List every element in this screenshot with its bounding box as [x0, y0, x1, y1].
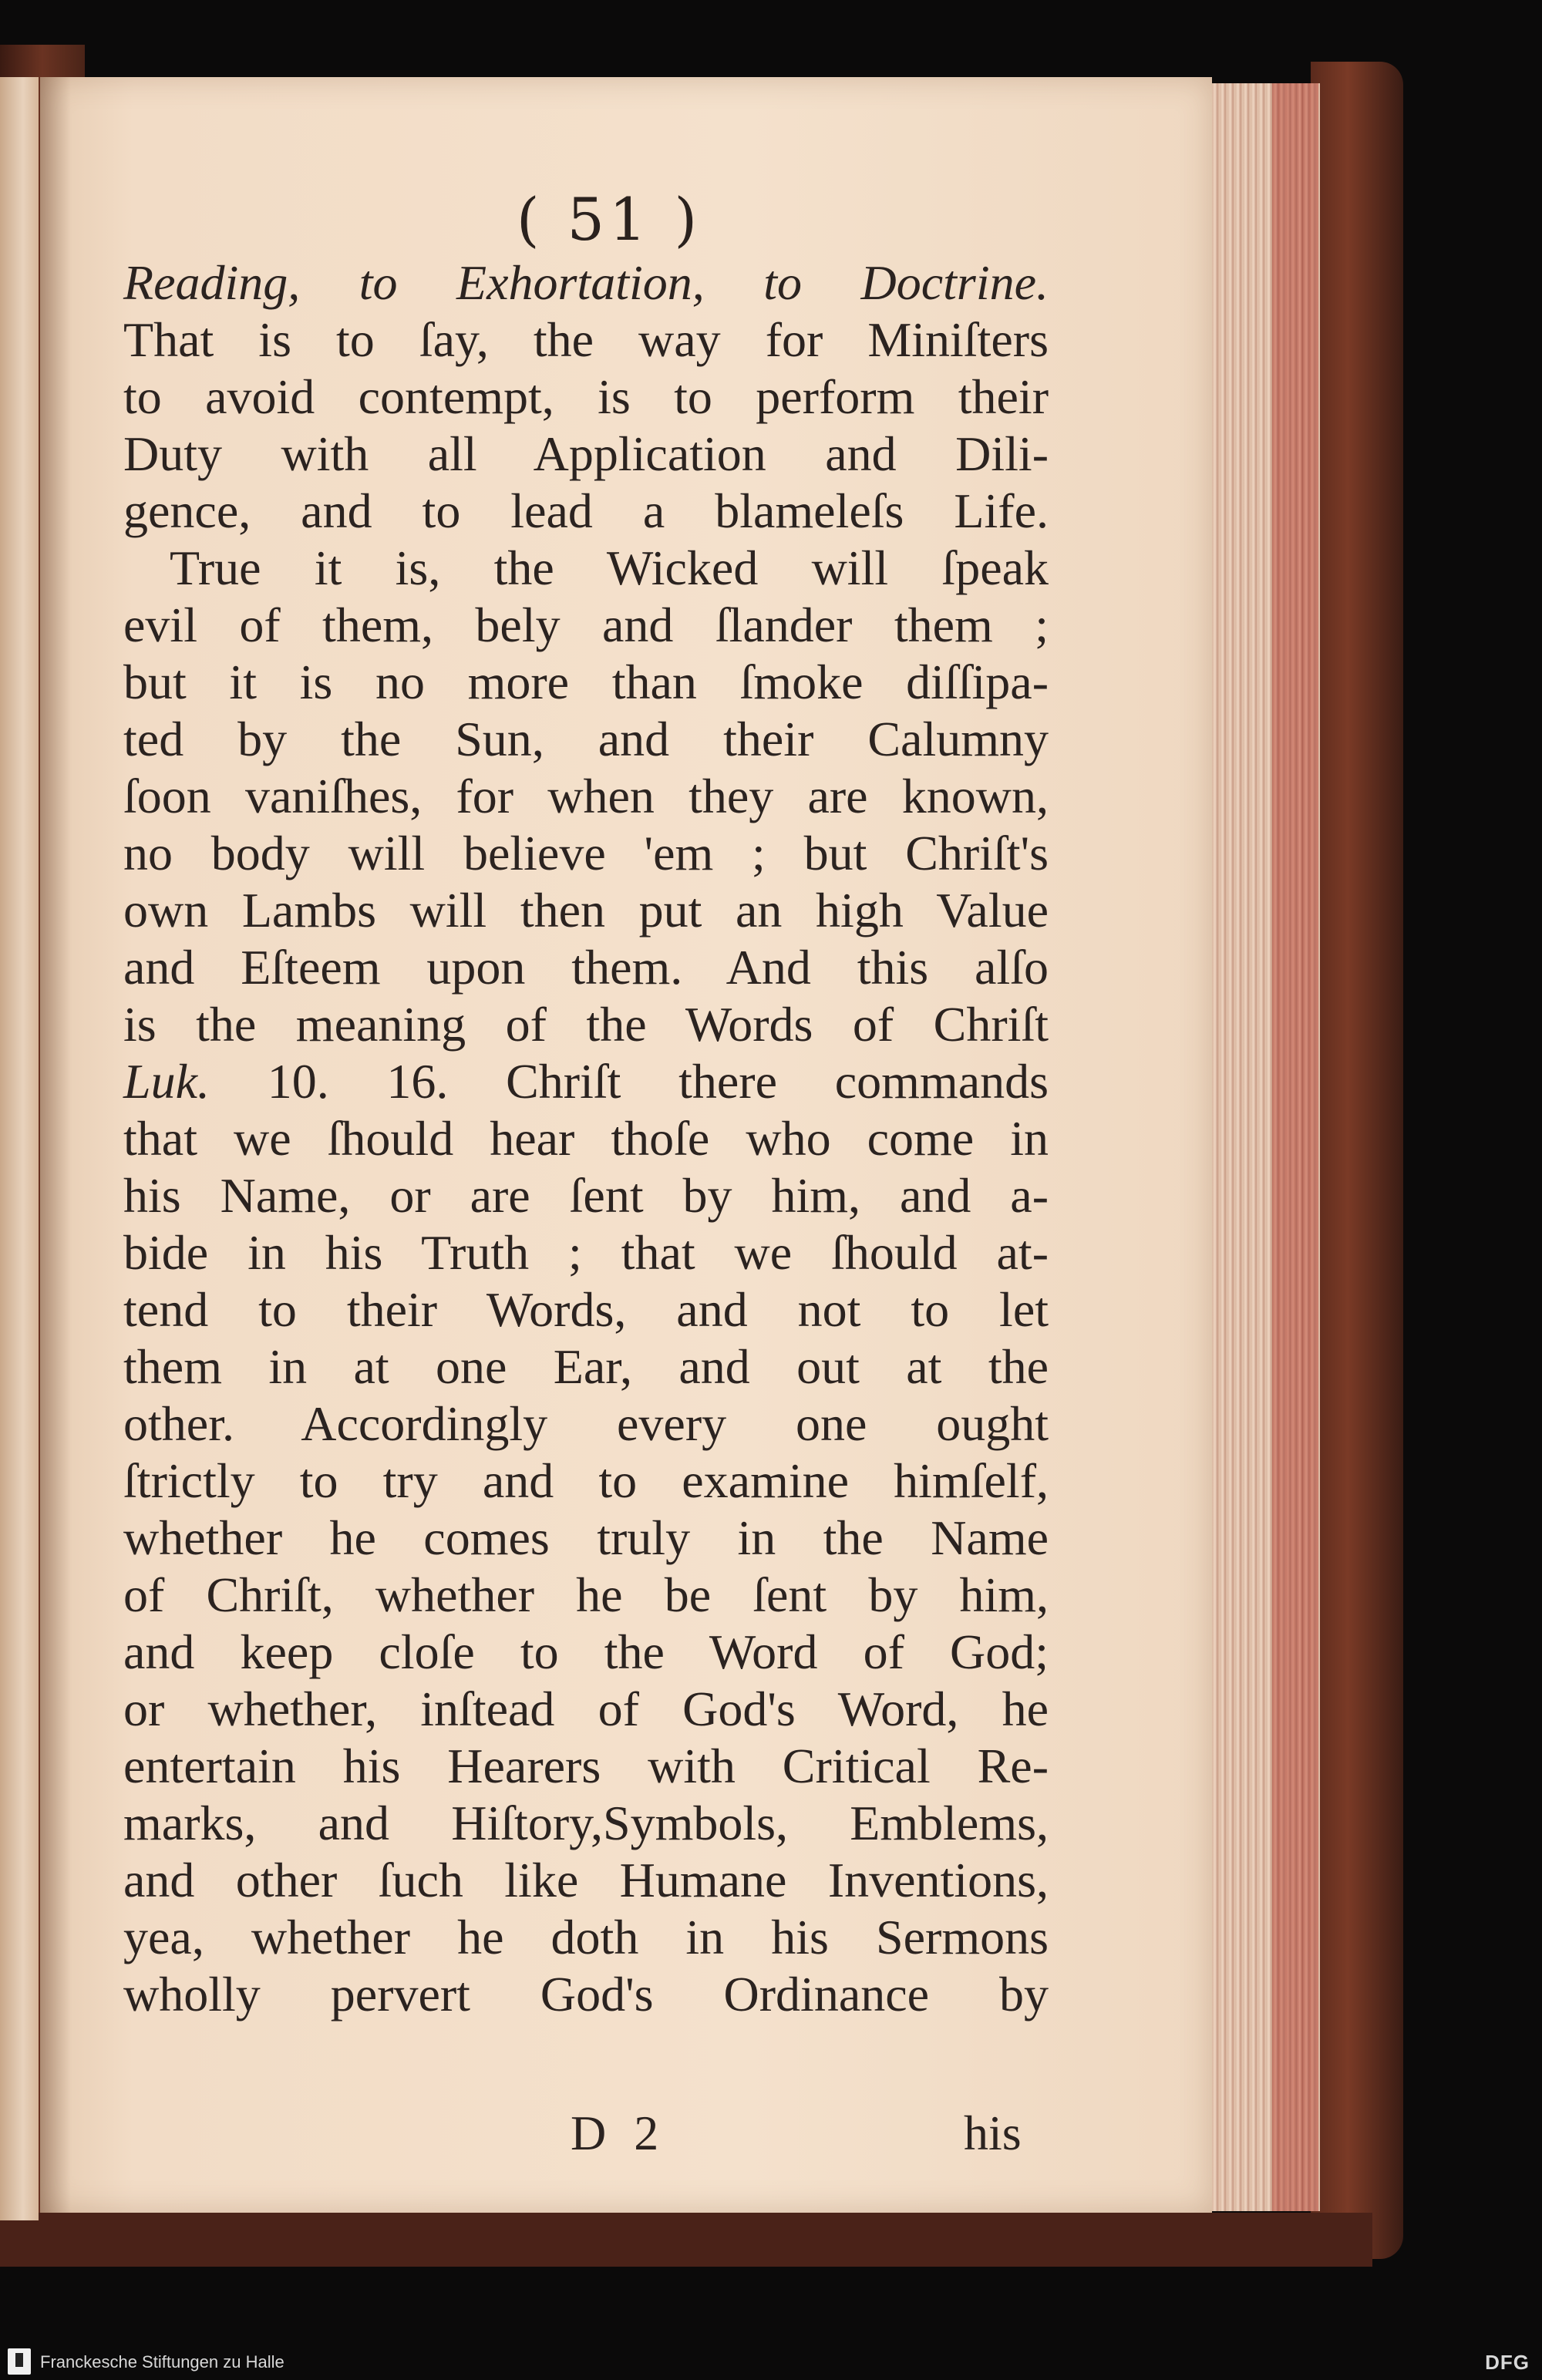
- institution-logo-icon: [8, 2348, 31, 2375]
- text-line: [123, 540, 1049, 597]
- text-line: [123, 1738, 1049, 1795]
- text-line-content: gence, and to lead a blameleſs Life.: [123, 483, 1049, 538]
- text-line-content: evil of them, bely and ſlander them ;: [123, 598, 1049, 652]
- book-cover-bottom: [0, 2213, 1372, 2267]
- text-line-content: ſtrictly to try and to examine himſelf,: [123, 1453, 1049, 1508]
- text-line: [123, 483, 1049, 540]
- facing-page-edge: [0, 77, 39, 2220]
- text-line: [123, 1966, 1049, 2023]
- text-line-content: entertain his Hearers with Critical Re-: [123, 1739, 1049, 1793]
- text-line-content: marks, and Hiſtory,Symbols, Emblems,: [123, 1796, 1049, 1850]
- text-line-content: Duty with all Application and Dili-: [123, 426, 1049, 481]
- text-line: [123, 768, 1049, 825]
- text-line-content: his Name, or are ſent by him, and a-: [123, 1168, 1049, 1223]
- text-line: [123, 369, 1049, 426]
- text-line-content: is the meaning of the Words of Chriſt: [123, 997, 1049, 1052]
- text-line: [123, 426, 1049, 483]
- text-line-content: and keep cloſe to the Word of God;: [123, 1624, 1049, 1679]
- text-line-content: or whether, inſtead of God's Word, he: [123, 1681, 1049, 1736]
- text-line-content: That is to ſay, the way for Miniſters: [123, 312, 1049, 367]
- text-line-content: wholly pervert God's Ordinance by: [123, 1967, 1049, 2021]
- text-line-content: but it is no more than ſmoke diſſipa-: [123, 655, 1049, 709]
- dfg-logo: DFG: [1485, 2351, 1530, 2374]
- catchword: his: [964, 2106, 1022, 2160]
- text-line: [123, 1110, 1049, 1167]
- signature-mark: D 2: [571, 2106, 667, 2160]
- red-page-edges: [1272, 83, 1318, 2211]
- text-line-content: yea, whether he doth in his Sermons: [123, 1910, 1049, 1964]
- text-line-content: True it is, the Wicked will ſpeak: [170, 540, 1049, 595]
- text-line-content: that we ſhould hear thoſe who come in: [123, 1111, 1049, 1166]
- text-line: [123, 1338, 1049, 1395]
- text-line: [123, 1795, 1049, 1852]
- text-line: [123, 1453, 1049, 1510]
- text-line-content: other. Accordingly every one ought: [123, 1396, 1049, 1451]
- spine-shadow: [40, 77, 71, 2213]
- text-line: [123, 1167, 1049, 1224]
- text-line: [123, 1510, 1049, 1567]
- text-line: [123, 882, 1049, 939]
- text-line: [123, 1281, 1049, 1338]
- text-line: [123, 1395, 1049, 1453]
- viewer-footer: [0, 2344, 1542, 2380]
- text-line: [123, 1624, 1049, 1681]
- text-line-content: ted by the Sun, and their Calumny: [123, 712, 1049, 766]
- text-line-content: Reading, to Exhortation, to Doctrine.: [123, 255, 1049, 310]
- page-number: ( 51 ): [516, 185, 702, 254]
- text-line: [123, 597, 1049, 654]
- institution-name: Franckesche Stiftungen zu Halle: [40, 2352, 284, 2372]
- text-line: [123, 996, 1049, 1053]
- text-line: [123, 1852, 1049, 1909]
- text-line-content: to avoid contempt, is to perform their: [123, 369, 1049, 424]
- text-line: [123, 654, 1049, 711]
- text-line-content: ſoon vaniſhes, for when they are known,: [123, 769, 1049, 823]
- book-cover-right: [1311, 62, 1403, 2259]
- text-line-content: and other ſuch like Humane Inventions,: [123, 1853, 1049, 1907]
- text-line-content: and Eſteem upon them. And this alſo: [123, 940, 1049, 995]
- text-line: [123, 939, 1049, 996]
- text-line: [123, 1053, 1049, 1110]
- page-text: [123, 254, 1049, 2023]
- text-line: [123, 1681, 1049, 1738]
- text-line: [123, 1909, 1049, 1966]
- text-line: [123, 311, 1049, 369]
- text-line-content: bide in his Truth ; that we ſhould at-: [123, 1225, 1049, 1280]
- text-line-rest: 10. 16. Chriſt there commands: [210, 1054, 1049, 1109]
- text-line-content: tend to their Words, and not to let: [123, 1282, 1049, 1337]
- text-line: [123, 1224, 1049, 1281]
- text-line: [123, 1567, 1049, 1624]
- text-line: [123, 825, 1049, 882]
- text-line: [123, 711, 1049, 768]
- text-line-content: own Lambs will then put an high Value: [123, 883, 1049, 938]
- text-line-content: whether he comes truly in the Name: [123, 1510, 1049, 1565]
- text-line-content: of Chriſt, whether he be ſent by him,: [123, 1567, 1049, 1622]
- text-line-content: no body will believe 'em ; but Chriſt's: [123, 826, 1049, 880]
- text-line-italic: Luk.: [123, 1054, 210, 1109]
- text-line-content: them in at one Ear, and out at the: [123, 1339, 1049, 1394]
- text-line: [123, 254, 1049, 311]
